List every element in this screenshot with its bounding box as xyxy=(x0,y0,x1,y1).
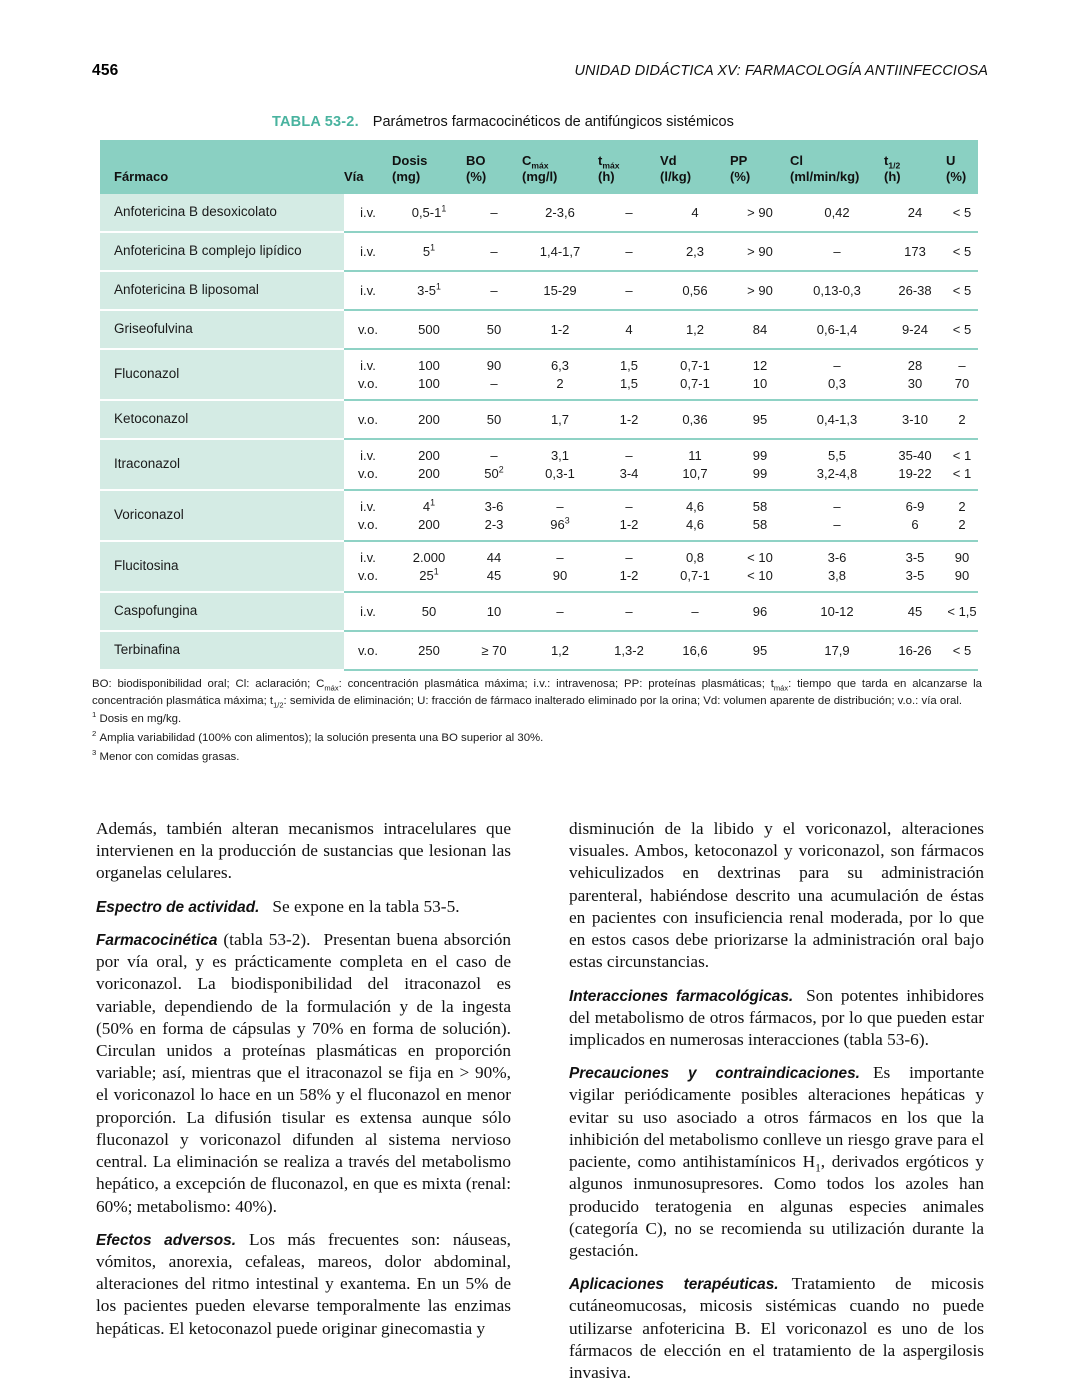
table-cell-dosis: 50 xyxy=(392,592,466,631)
table-cell-cl: 0,4-1,3 xyxy=(790,400,884,439)
body-paragraph xyxy=(96,929,511,1218)
table-cell-thalf: 24 xyxy=(884,194,946,232)
body-paragraph xyxy=(569,985,984,1052)
table-cell-bo: 50 xyxy=(466,310,522,349)
table-cell-via: i.v. v.o. xyxy=(344,541,392,592)
table-cell-bo: – xyxy=(466,271,522,310)
table-row xyxy=(100,310,978,349)
table-row xyxy=(100,400,978,439)
table-number: TABLA 53-2. xyxy=(272,114,359,130)
table-cell-cl: 17,9 xyxy=(790,631,884,670)
table-cell-dosis: $5^1$ xyxy=(392,232,466,271)
column-header-thalf: $t_{1/2}$ (h) xyxy=(884,140,946,194)
paragraph-text: disminución de la libido y el voriconazol, alteraciones visuales. Ambos, ketoconazol y voriconazol, son fármacos vehiculizados en dextrinas para su administración parenteral, habiéndose descrito una acumulación de éstas en pacientes con insuficiencia renal moderada, por lo que en estos casos debe priorizarse la administración oral bajo estas circunstancias. xyxy=(569,819,984,972)
table-cell-pp: 58 58 xyxy=(730,490,790,541)
table-cell-via: v.o. xyxy=(344,631,392,670)
table-cell-cmax: 2-3,6 xyxy=(522,194,598,232)
table-cell-u: 2 2 xyxy=(946,490,978,541)
table-cell-cl: – – xyxy=(790,490,884,541)
table-cell-vd: 0,7-1 0,7-1 xyxy=(660,349,730,400)
table-cell-dosis: 200 xyxy=(392,400,466,439)
table-cell-drug: Itraconazol xyxy=(100,439,344,490)
table-cell-drug: Caspofungina xyxy=(100,592,344,631)
table-cell-via: v.o. xyxy=(344,310,392,349)
table-cell-cmax: 6,3 2 xyxy=(522,349,598,400)
column-header-pp: PP (%) xyxy=(730,140,790,194)
table-cell-bo: ≥ 70 xyxy=(466,631,522,670)
column-header-bo: BO (%) xyxy=(466,140,522,194)
table-cell-thalf: 3-10 xyxy=(884,400,946,439)
table-cell-thalf: 3-5 3-5 xyxy=(884,541,946,592)
paragraph-heading: Efectos adversos. xyxy=(96,1231,237,1249)
table-cell-vd: 4 xyxy=(660,194,730,232)
table-row xyxy=(100,592,978,631)
table-caption xyxy=(272,114,978,130)
table-cell-drug: Fluconazol xyxy=(100,349,344,400)
table-cell-u: < 5 xyxy=(946,631,978,670)
table-cell-drug: Anfotericina B liposomal xyxy=(100,271,344,310)
table-cell-cmax: 15-29 xyxy=(522,271,598,310)
table-cell-tmax: 1,5 1,5 xyxy=(598,349,660,400)
table-cell-vd: 0,8 0,7-1 xyxy=(660,541,730,592)
table-cell-via: i.v. xyxy=(344,194,392,232)
table-cell-cl: 3-6 3,8 xyxy=(790,541,884,592)
table-cell-cmax: 1,2 xyxy=(522,631,598,670)
body-columns xyxy=(96,818,984,1384)
column-header-dosis: Dosis (mg) xyxy=(392,140,466,194)
table-cell-tmax: – 3-4 xyxy=(598,439,660,490)
table-cell-via: i.v. xyxy=(344,271,392,310)
table-cell-drug: Anfotericina B desoxicolato xyxy=(100,194,344,232)
table-cell-vd: 2,3 xyxy=(660,232,730,271)
table-body xyxy=(100,194,978,670)
body-paragraph xyxy=(569,818,984,974)
table-cell-via: i.v. xyxy=(344,592,392,631)
table-cell-cmax: 1,4-1,7 xyxy=(522,232,598,271)
table-cell-thalf: 173 xyxy=(884,232,946,271)
paragraph-text: Son potentes inhibidores del metabolismo de otros fármacos, por lo que pueden estar implicados en numerosas interacciones (tabla 53-6). xyxy=(569,985,984,1049)
table-cell-tmax: – xyxy=(598,592,660,631)
table-cell-cmax: 3,1 0,3-1 xyxy=(522,439,598,490)
table-cell-via: i.v. v.o. xyxy=(344,349,392,400)
table-cell-thalf: 6-9 6 xyxy=(884,490,946,541)
table-block xyxy=(100,114,978,671)
table-cell-cmax: 1,7 xyxy=(522,400,598,439)
table-cell-u: 2 xyxy=(946,400,978,439)
running-head-title: UNIDAD DIDÁCTICA XV: FARMACOLOGÍA ANTIINFECCIOSA xyxy=(574,63,988,79)
table-cell-thalf: 45 xyxy=(884,592,946,631)
table-cell-vd: 0,36 xyxy=(660,400,730,439)
table-cell-vd: 4,6 4,6 xyxy=(660,490,730,541)
footnote-3: $^3$ Menor con comidas grasas. xyxy=(92,747,240,763)
table-cell-tmax: 4 xyxy=(598,310,660,349)
column-header-drug: Fármaco xyxy=(100,140,344,194)
table-cell-u: < 1 < 1 xyxy=(946,439,978,490)
table-title: Parámetros farmacocinéticos de antifúngicos sistémicos xyxy=(372,114,734,130)
table-cell-tmax: – xyxy=(598,271,660,310)
table-cell-cmax: 1-2 xyxy=(522,310,598,349)
table-row xyxy=(100,631,978,670)
page-number: 456 xyxy=(92,62,119,79)
table-cell-tmax: – xyxy=(598,232,660,271)
footnote-1: $^1$ Dosis en mg/kg. xyxy=(92,710,182,726)
table-cell-tmax: 1,3-2 xyxy=(598,631,660,670)
table-cell-u: 90 90 xyxy=(946,541,978,592)
body-column-left xyxy=(96,818,511,1384)
column-header-vd: Vd (l/kg) xyxy=(660,140,730,194)
table-cell-pp: > 90 xyxy=(730,271,790,310)
column-header-u: U (%) xyxy=(946,140,978,194)
table-row xyxy=(100,271,978,310)
table-row xyxy=(100,232,978,271)
table-row xyxy=(100,439,978,490)
table-cell-tmax: – 1-2 xyxy=(598,490,660,541)
body-paragraph xyxy=(569,1062,984,1262)
table-cell-dosis: 250 xyxy=(392,631,466,670)
table-cell-bo: 10 xyxy=(466,592,522,631)
table-cell-pp: > 90 xyxy=(730,232,790,271)
table-cell-pp: 96 xyxy=(730,592,790,631)
table-cell-cl: – 0,3 xyxy=(790,349,884,400)
table-cell-bo: – xyxy=(466,232,522,271)
table-row xyxy=(100,490,978,541)
paragraph-heading: Farmacocinética xyxy=(96,931,218,949)
table-cell-bo: 3-6 2-3 xyxy=(466,490,522,541)
table-cell-thalf: 28 30 xyxy=(884,349,946,400)
table-cell-bo: 44 45 xyxy=(466,541,522,592)
table-cell-vd: – xyxy=(660,592,730,631)
table-cell-thalf: 16-26 xyxy=(884,631,946,670)
body-paragraph xyxy=(96,1229,511,1340)
table-cell-u: < 1,5 xyxy=(946,592,978,631)
pharmacokinetics-table xyxy=(100,140,978,671)
footnote-abbreviations: BO: biodisponibilidad oral; Cl: aclaración; $C_{máx}$: concentración plasmática máxima; i.v.: intravenosa; PP: proteínas plasmáticas; $t_{máx}$: tiempo que tarda en alcanzarse la concentración plasmática máxima; $t_{1/2}$: semivida de eliminación; U: fracción de fármaco inalterado eliminado por la orina; Vd: volumen aparente de distribución; v.o.: vía oral. xyxy=(92,678,982,709)
paragraph-text: Se expone en la tabla 53-5. xyxy=(272,896,460,916)
table-cell-via: i.v. v.o. xyxy=(344,490,392,541)
table-cell-via: v.o. xyxy=(344,400,392,439)
table-row xyxy=(100,194,978,232)
table-cell-u: < 5 xyxy=(946,194,978,232)
table-cell-thalf: 9-24 xyxy=(884,310,946,349)
table-cell-drug: Flucitosina xyxy=(100,541,344,592)
footnote-2: $^2$ Amplia variabilidad (100% con alimentos); la solución presenta una BO superior al 30%. xyxy=(92,729,544,744)
table-cell-pp: < 10 < 10 xyxy=(730,541,790,592)
table-cell-dosis: 2.000 $25^1$ xyxy=(392,541,466,592)
table-cell-vd: 11 10,7 xyxy=(660,439,730,490)
table-cell-drug: Griseofulvina xyxy=(100,310,344,349)
table-header xyxy=(100,140,978,194)
table-cell-via: i.v. xyxy=(344,232,392,271)
paragraph-text: Los más frecuentes son: náuseas, vómitos, anorexia, cefaleas, mareos, dolor abdominal, alteraciones del ritmo intestinal y exantema. En un 5% de los pacientes pueden elevarse temporalmente las enzimas hepáticas. El ketoconazol puede originar ginecomastia y xyxy=(96,1229,511,1338)
table-cell-vd: 0,56 xyxy=(660,271,730,310)
column-header-tmax: $t_{máx}$ (h) xyxy=(598,140,660,194)
table-cell-dosis: 200 200 xyxy=(392,439,466,490)
column-header-cl: Cl (ml/min/kg) xyxy=(790,140,884,194)
paragraph-heading: Espectro de actividad. xyxy=(96,898,260,916)
paragraph-text: Presentan buena absorción por vía oral, y es prácticamente completa en el caso de voriconazol. La biodisponibilidad del itraconazol es variable, dependiendo de la formulación y de la ingesta (50% en forma de cápsulas y 70% en forma de solución). Circulan unidos a proteínas plasmáticas en proporción variable; así, mientras que el itraconazol se fija en > 90%, el voriconazol lo hace en un 58% y el fluconazol en menor proporción. La difusión tisular es extensa aunque sólo fluconazol y voriconazol difunden al sistema nervioso central. La eliminación se realiza a través del metabolismo hepático, a excepción de fluconazol, en que es mixta (renal: 60%; metabolismo: 40%). xyxy=(96,929,511,1216)
table-cell-tmax: – xyxy=(598,194,660,232)
table-cell-dosis: $0,5-1^1$ xyxy=(392,194,466,232)
paragraph-text: Tratamiento de micosis cutáneomucosas, micosis sistémicas cuando no puede utilizarse anfotericina B. El voriconazol es uno de los fármacos de elección en el tratamiento de la aspergilosis invasiva. xyxy=(569,1274,984,1383)
table-cell-bo: 50 xyxy=(466,400,522,439)
body-paragraph xyxy=(569,1273,984,1384)
paragraph-heading: Precauciones y contraindicaciones. xyxy=(569,1065,860,1083)
table-cell-cl: 0,6-1,4 xyxy=(790,310,884,349)
table-cell-pp: 95 xyxy=(730,631,790,670)
table-cell-drug: Voriconazol xyxy=(100,490,344,541)
table-cell-u: – 70 xyxy=(946,349,978,400)
table-cell-pp: 99 99 xyxy=(730,439,790,490)
table-cell-cl: 0,13-0,3 xyxy=(790,271,884,310)
table-cell-pp: 12 10 xyxy=(730,349,790,400)
table-cell-cmax: – $96^3$ xyxy=(522,490,598,541)
body-paragraph xyxy=(96,896,511,918)
table-cell-cl: – xyxy=(790,232,884,271)
table-cell-drug: Ketoconazol xyxy=(100,400,344,439)
table-cell-dosis: $3-5^1$ xyxy=(392,271,466,310)
table-cell-cmax: – xyxy=(522,592,598,631)
table-cell-tmax: – 1-2 xyxy=(598,541,660,592)
table-cell-pp: > 90 xyxy=(730,194,790,232)
table-cell-via: i.v. v.o. xyxy=(344,439,392,490)
table-cell-vd: 16,6 xyxy=(660,631,730,670)
paragraph-heading: Interacciones farmacológicas. xyxy=(569,987,794,1005)
table-cell-pp: 95 xyxy=(730,400,790,439)
table-row xyxy=(100,541,978,592)
running-head xyxy=(92,62,988,84)
table-cell-u: < 5 xyxy=(946,232,978,271)
table-cell-bo: – $50^2$ xyxy=(466,439,522,490)
table-cell-dosis: 500 xyxy=(392,310,466,349)
table-footnotes xyxy=(92,676,982,765)
column-header-via: Vía xyxy=(344,140,392,194)
paragraph-text: Además, también alteran mecanismos intracelulares que intervienen en la producción de sustancias que lesionan las organelas celulares. xyxy=(96,819,511,883)
table-cell-cl: 5,5 3,2-4,8 xyxy=(790,439,884,490)
table-cell-u: < 5 xyxy=(946,271,978,310)
column-header-cmax: $C_{máx}$ (mg/l) xyxy=(522,140,598,194)
table-cell-tmax: 1-2 xyxy=(598,400,660,439)
table-cell-pp: 84 xyxy=(730,310,790,349)
table-cell-thalf: 35-40 19-22 xyxy=(884,439,946,490)
paragraph-heading-tail: (tabla 53-2). xyxy=(217,929,311,949)
paragraph-heading: Aplicaciones terapéuticas. xyxy=(569,1276,779,1294)
table-cell-cmax: – 90 xyxy=(522,541,598,592)
table-cell-bo: 90 – xyxy=(466,349,522,400)
table-cell-dosis: $4^1$ 200 xyxy=(392,490,466,541)
body-paragraph xyxy=(96,818,511,885)
table-cell-drug: Terbinafina xyxy=(100,631,344,670)
paragraph-text: Es importante vigilar periódicamente posibles alteraciones hepáticas y evitar su uso asociado a otros fármacos en los que la inhibición del metabolismo conlleve un riesgo grave para el paciente, como antihistamínicos $H_1$, derivados ergóticos y algunos inmunosupresores. Como todos los azoles han producido teratogenia en algunas especies animales (categoría C), no se recomienda su utilización durante la gestación. xyxy=(569,1063,984,1260)
table-cell-vd: 1,2 xyxy=(660,310,730,349)
table-cell-cl: 10-12 xyxy=(790,592,884,631)
table-row xyxy=(100,349,978,400)
table-cell-cl: 0,42 xyxy=(790,194,884,232)
table-header-row xyxy=(100,140,978,194)
table-cell-thalf: 26-38 xyxy=(884,271,946,310)
table-cell-u: < 5 xyxy=(946,310,978,349)
table-cell-dosis: 100 100 xyxy=(392,349,466,400)
body-column-right xyxy=(569,818,984,1384)
table-cell-bo: – xyxy=(466,194,522,232)
table-cell-drug: Anfotericina B complejo lipídico xyxy=(100,232,344,271)
